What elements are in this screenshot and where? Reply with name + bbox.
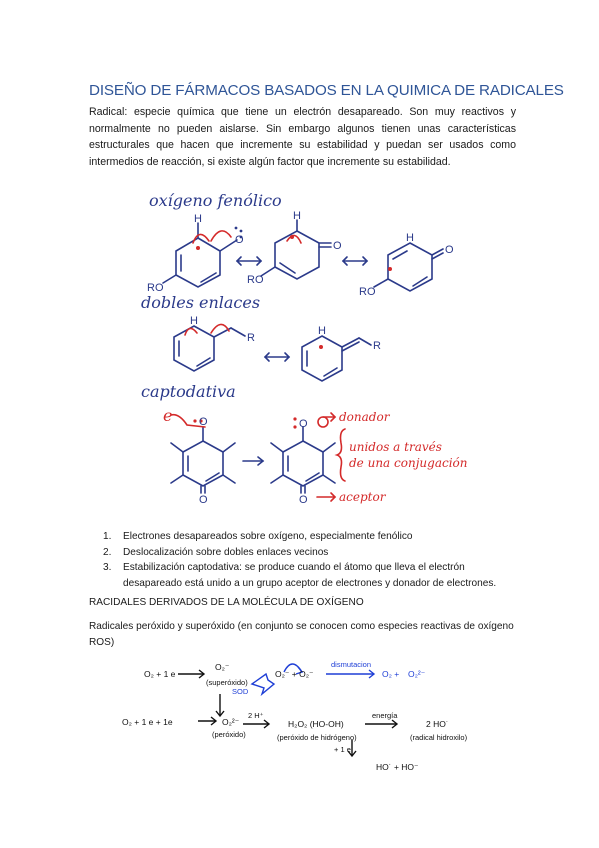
dismutation-label: dismutacion <box>331 660 372 669</box>
h-label-4: H <box>190 315 198 327</box>
stabilization-list <box>89 529 519 591</box>
two-protons: 2 H⁺ <box>248 711 264 720</box>
two-hydroxyl: 2 HO˙ <box>426 719 449 729</box>
hydrogen-peroxide: H₂O₂ (HO-OH) <box>288 719 344 729</box>
label-donor: donador <box>339 410 390 424</box>
label-acceptor: aceptor <box>339 490 386 504</box>
ros-scheme-figure <box>112 654 484 778</box>
o2-product: O₂ + <box>382 669 400 679</box>
o2-two-electrons: O₂ + 1 e + 1e <box>122 717 173 727</box>
o2-plus-e: O₂ + 1 e <box>144 669 176 679</box>
o-label-1: O <box>235 234 244 246</box>
ro-label-1: RO <box>147 282 164 294</box>
phenol-ring <box>176 238 220 287</box>
r-label-1: R <box>247 332 255 344</box>
peroxide: O₂²⁻ <box>222 717 240 727</box>
h-label-5: H <box>318 325 326 337</box>
label-conjugation-1: unidos a través <box>349 440 442 454</box>
list-item: 3. Estabilización captodativa: se produce cuando el átomo que lleva el electrón desapareado está unido a un grupo aceptor de electrones y donador de electrones. <box>103 562 497 589</box>
radical-stabilization-figure <box>127 171 473 513</box>
list-item: 1. Electrones desapareados sobre oxígeno, especialmente fenólico <box>103 531 413 542</box>
o-label-5: O <box>199 494 208 506</box>
o-label-6: O <box>299 418 308 430</box>
quinodimethane-ring <box>302 336 342 381</box>
superoxide-pair: O₂⁻ + O₂⁻ <box>275 669 314 679</box>
capto-ring-1 <box>183 441 223 486</box>
superoxide: O₂⁻ <box>215 662 230 672</box>
electron-label: e <box>163 406 173 425</box>
o2-dianion: O₂²⁻ <box>408 669 426 679</box>
section-heading: RACIDALES DERIVADOS DE LA MOLÉCULA DE OXÍGENO <box>89 597 364 608</box>
h-label-1: H <box>194 213 202 225</box>
sod-label: SOD <box>232 687 249 696</box>
ro-label-3: RO <box>359 286 376 298</box>
hydroxyl-products: HO˙ + HO⁻ <box>376 762 419 772</box>
peroxide-label: (peróxido) <box>212 730 246 739</box>
h-label-3: H <box>406 232 414 244</box>
o-label-3: O <box>445 244 454 256</box>
label-captodative: captodativa <box>141 382 236 401</box>
hydrogen-peroxide-label: (peróxido de hidrógeno) <box>277 733 357 742</box>
o-label-2: O <box>333 240 342 252</box>
label-double-bonds: dobles enlaces <box>141 293 261 312</box>
o-label-4: O <box>199 416 208 428</box>
superoxide-label: (superóxido) <box>206 678 248 687</box>
page-title: DISEÑO DE FÁRMACOS BASADOS EN LA QUIMICA DE RADICALES <box>89 82 564 99</box>
label-phenolic-oxygen: oxígeno fenólico <box>149 191 282 210</box>
list-item: 2. Deslocalización sobre dobles enlaces vecinos <box>103 546 329 558</box>
intro-paragraph: Radical: especie química que tiene un electrón desapareado. Son muy reactivos y normalmente no pueden aislarse. Sin embargo algunos tienen unas características estructurales que hacen que incremente su estabilidad y puedan ser usados como intermedios de reacción, si existe algún factor que incremente su estabilidad. <box>89 106 516 168</box>
o-label-7: O <box>299 494 308 506</box>
benzyl-ring <box>174 326 214 371</box>
ros-paragraph: Radicales peróxido y superóxido (en conjunto se conocen como especies reactivas de oxígeno ROS) <box>89 621 514 648</box>
dienone-ring-2 <box>388 243 432 291</box>
h-label-2: H <box>293 210 301 222</box>
dienone-ring-1 <box>275 231 319 279</box>
energy-label: energía <box>372 711 398 720</box>
hydroxyl-label: (radical hidroxilo) <box>410 733 468 742</box>
label-conjugation-2: de una conjugación <box>349 456 468 470</box>
ro-label-2: RO <box>247 274 264 286</box>
plus-one-electron: + 1 e <box>334 745 351 754</box>
capto-ring-2 <box>283 441 323 486</box>
r-label-2: R <box>373 340 381 352</box>
